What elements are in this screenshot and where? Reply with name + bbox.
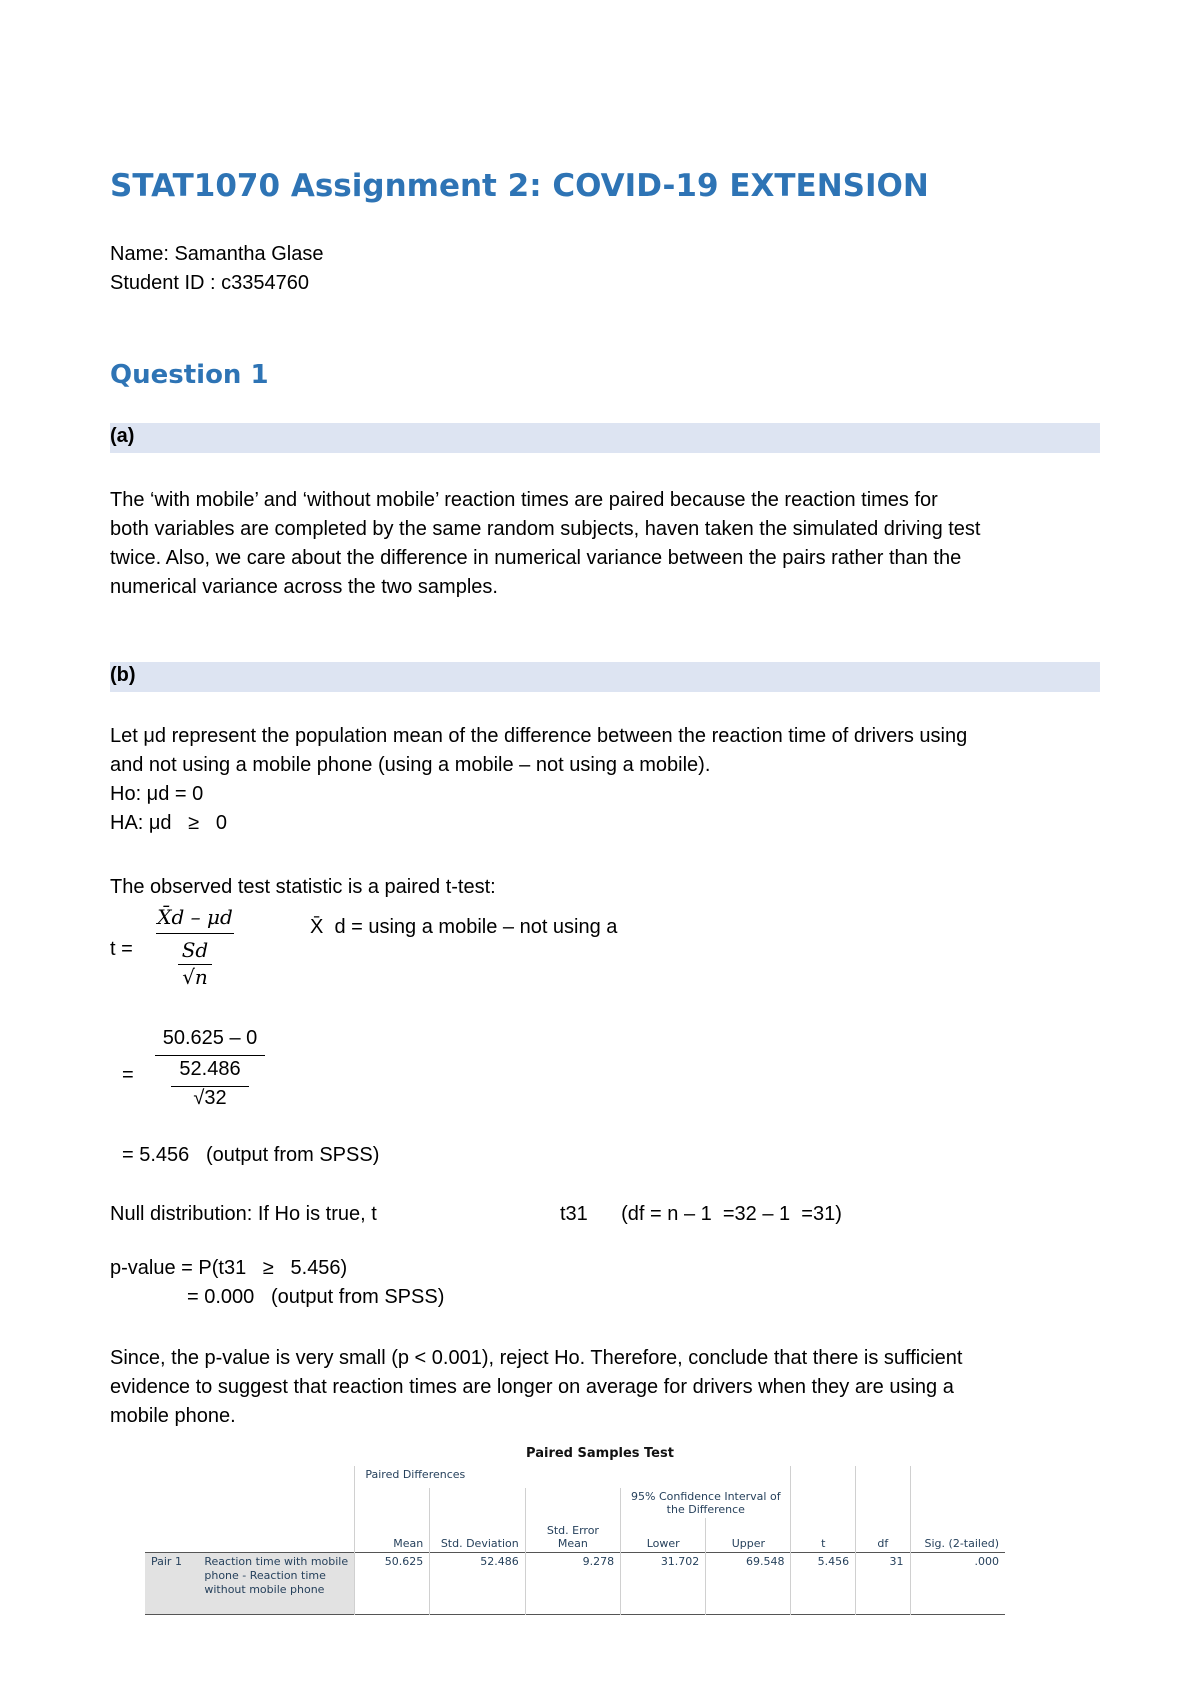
part-a-line: both variables are completed by the same random subjects, haven taken the simulated driving test [110, 518, 981, 540]
p-value-line: p-value = P(t31 ≥ 5.456) [110, 1257, 348, 1279]
calc-fraction-bar [155, 1055, 265, 1056]
t-equals-label: t = [110, 938, 133, 960]
cell-df: 31 [856, 1552, 910, 1614]
spss-table-title: Paired Samples Test [526, 1446, 674, 1461]
part-b-intro-line: Let μd represent the population mean of the difference between the reaction time of drivers using [110, 725, 968, 747]
t-result: = 5.456 (output from SPSS) [122, 1144, 380, 1166]
pair-label: Pair 1 [145, 1552, 198, 1614]
t-formula [150, 905, 240, 989]
conclusion-line: evidence to suggest that reaction times are longer on average for drivers when they are using a [110, 1376, 954, 1398]
spss-table [145, 1466, 1005, 1615]
formula-denominator-bottom: √n [182, 965, 208, 989]
formula-denominator-top: Sd [181, 938, 209, 962]
question-heading: Question 1 [110, 360, 269, 390]
cell-std-deviation: 52.486 [430, 1552, 525, 1614]
document-title: STAT1070 Assignment 2: COVID-19 EXTENSION [110, 168, 929, 204]
cell-t: 5.456 [791, 1552, 856, 1614]
conclusion [110, 1344, 1110, 1431]
part-a-paragraph [110, 486, 1110, 602]
calc-numerator: 50.625 – 0 [162, 1027, 258, 1049]
part-a-band [110, 423, 1100, 453]
formula-fraction-bar [156, 933, 234, 934]
col-header: Sig. (2-tailed) [910, 1518, 1005, 1552]
col-header: Upper [706, 1518, 791, 1552]
paired-differences-header: Paired Differences [355, 1466, 791, 1488]
pair-description: Reaction time with mobile phone - Reaction time without mobile phone [198, 1552, 355, 1614]
ci-header: 95% Confidence Interval of the Difference [621, 1488, 791, 1518]
part-a-label: (a) [110, 425, 135, 447]
conclusion-line: mobile phone. [110, 1405, 236, 1427]
cell-mean: 50.625 [355, 1552, 430, 1614]
calc-formula [155, 1027, 265, 1110]
cell-std-error: 9.278 [525, 1552, 620, 1614]
null-distribution-df: t31 (df = n – 1 =32 – 1 =31) [560, 1203, 842, 1225]
calc-denominator-top: 52.486 [179, 1058, 241, 1080]
null-distribution: Null distribution: If Ho is true, t [110, 1203, 377, 1225]
p-value-result: = 0.000 (output from SPSS) [187, 1286, 445, 1308]
alt-hypothesis: HA: μd ≥ 0 [110, 812, 227, 834]
formula-numerator: X̄d – μd [157, 905, 233, 929]
part-a-line: The ‘with mobile’ and ‘without mobile’ reaction times are paired because the reaction times for [110, 489, 938, 511]
student-name: Name: Samantha Glase [110, 243, 324, 265]
part-b-band [110, 662, 1100, 692]
table-row [145, 1552, 1005, 1614]
col-header: Lower [621, 1518, 706, 1552]
part-a-line: numerical variance across the two samples. [110, 576, 498, 598]
col-header: Std. Error Mean [525, 1518, 620, 1552]
test-stat-line: The observed test statistic is a paired t-test: [110, 876, 496, 898]
cell-upper: 69.548 [706, 1552, 791, 1614]
col-header: Mean [355, 1518, 430, 1552]
null-hypothesis: Ho: μd = 0 [110, 783, 204, 805]
calc-denominator-bottom: √32 [193, 1087, 227, 1109]
part-b-intro [110, 722, 1110, 838]
part-a-line: twice. Also, we care about the difference in numerical variance between the pairs rather than the [110, 547, 962, 569]
col-header: df [856, 1518, 910, 1552]
student-id: Student ID : c3354760 [110, 272, 310, 294]
cell-lower: 31.702 [621, 1552, 706, 1614]
col-header: t [791, 1518, 856, 1552]
col-header: Std. Deviation [430, 1518, 525, 1552]
calc-equals: = [122, 1064, 134, 1086]
part-b-intro-line: and not using a mobile phone (using a mobile – not using a mobile). [110, 754, 711, 776]
cell-sig: .000 [910, 1552, 1005, 1614]
conclusion-line: Since, the p-value is very small (p < 0.001), reject Ho. Therefore, conclude that there is sufficient [110, 1347, 963, 1369]
xbar-definition: X̄ d = using a mobile – not using a [310, 916, 618, 938]
part-b-label: (b) [110, 664, 136, 686]
